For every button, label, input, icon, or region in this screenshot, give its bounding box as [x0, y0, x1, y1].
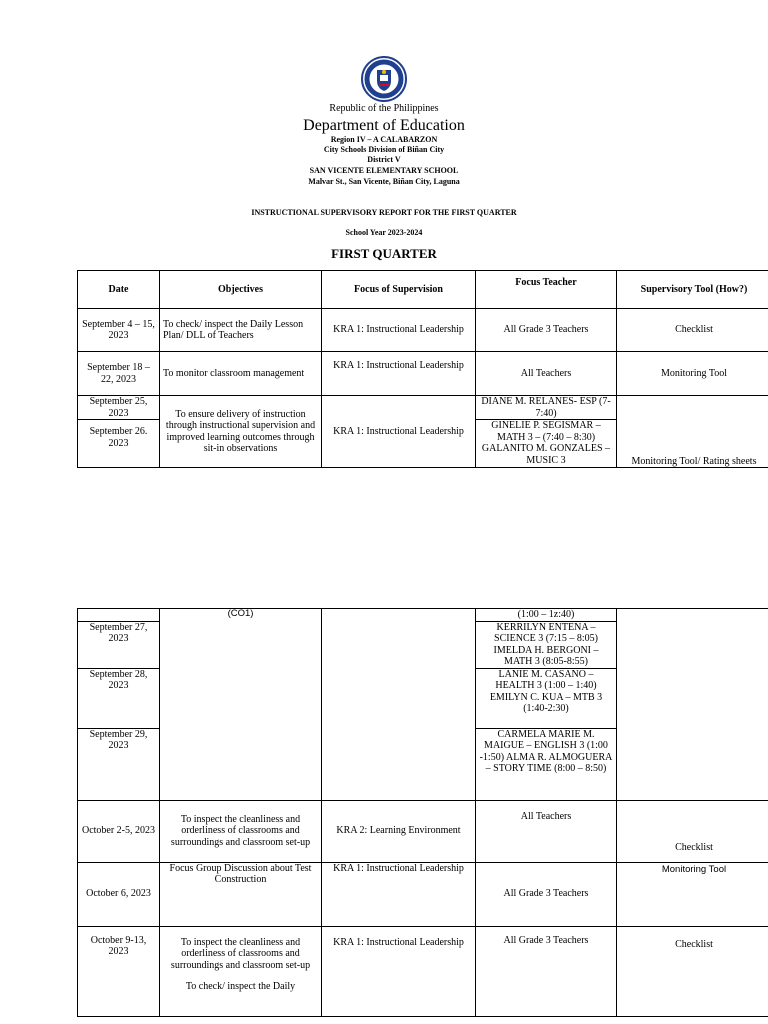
row-teacher: KERRILYN ENTENA – SCIENCE 3 (7:15 – 8:05) IMELDA H. BERGONI – MATH 3 (8:05-8:55): [476, 621, 617, 668]
row-focus: [322, 609, 476, 801]
row-teacher: All Grade 3 Teachers: [476, 309, 617, 352]
row-tool: [617, 609, 768, 801]
row-date: October 2-5, 2023: [78, 800, 160, 862]
school-address: Malvar St., San Vicente, Biñan City, Laguna: [308, 177, 460, 186]
row-date: September 18 – 22, 2023: [78, 352, 160, 396]
objective-line-b: To check/ inspect the Daily: [185, 981, 296, 992]
supervision-table-page1: [77, 270, 768, 468]
row-tool: Checklist: [617, 800, 768, 862]
region-line: Region IV – A CALABARZON: [330, 135, 438, 144]
header-tool: Supervisory Tool (How?): [617, 271, 768, 309]
row-focus: KRA 1: Instructional Leadership: [322, 396, 476, 468]
deped-seal: [361, 56, 407, 102]
row-date: [78, 609, 160, 622]
row-tool: Monitoring Tool/ Rating sheets: [617, 396, 768, 468]
row-date: September 29, 2023: [78, 728, 160, 800]
table-row: [78, 352, 768, 396]
row-date: September 25, 2023: [78, 396, 160, 420]
seal-book: [380, 75, 388, 81]
objective-line-a: To inspect the cleanliness and orderliness of classrooms and surroundings and classroom set-up: [170, 936, 311, 971]
supervision-table-page2: [77, 608, 768, 1017]
row-date: September 28, 2023: [78, 668, 160, 728]
row-objective: Focus Group Discussion about Test Construction: [160, 862, 322, 926]
row-teacher: All Grade 3 Teachers: [476, 862, 617, 926]
seal-sun: [382, 70, 386, 74]
republic-line: Republic of the Philippines: [329, 103, 439, 114]
row-teacher: All Teachers: [476, 352, 617, 396]
department-title: Department of Education: [303, 117, 465, 134]
quarter-title: FIRST QUARTER: [331, 246, 437, 261]
row-teacher: LANIE M. CASANO – HEALTH 3 (1:00 – 1:40) EMILYN C. KUA – MTB 3 (1:40-2:30): [476, 668, 617, 728]
row-teacher: All Grade 3 Teachers: [476, 926, 617, 1016]
row-tool: Checklist: [617, 926, 768, 1016]
row-focus: KRA 2: Learning Environment: [322, 800, 476, 862]
row-teacher: GINELIE P. SEGISMAR – MATH 3 – (7:40 – 8:30) GALANITO M. GONZALES – MUSIC 3: [476, 420, 617, 468]
table-row: [78, 926, 768, 1016]
table-row: [78, 396, 768, 420]
row-objective: [160, 926, 322, 1016]
row-teacher: CARMELA MARIE M. MAIGUE – ENGLISH 3 (1:00 -1:50) ALMA R. ALMOGUERA – STORY TIME (8:00 – 8:50): [476, 728, 617, 800]
header-objectives: Objectives: [160, 271, 322, 309]
row-focus: KRA 1: Instructional Leadership: [322, 309, 476, 352]
row-focus: KRA 1: Instructional Leadership: [322, 926, 476, 1016]
row-focus: KRA 1: Instructional Leadership: [322, 352, 476, 396]
table-row: [78, 800, 768, 862]
header-teacher: Focus Teacher: [476, 271, 617, 309]
table-row: [78, 609, 768, 622]
row-date: September 26. 2023: [78, 420, 160, 468]
row-date: October 9-13, 2023: [78, 926, 160, 1016]
row-objective: To ensure delivery of instruction through instructional supervision and improved learning outcomes through sit-in observations: [160, 396, 322, 468]
row-teacher: (1:00 – 1z:40): [476, 609, 617, 622]
row-tool: Monitoring Tool: [617, 862, 768, 926]
row-objective: To check/ inspect the Daily Lesson Plan/ DLL of Teachers: [160, 309, 322, 352]
row-date: September 27, 2023: [78, 621, 160, 668]
table-row: [78, 309, 768, 352]
division-line: City Schools Division of Biñan City: [323, 145, 445, 154]
report-title: INSTRUCTIONAL SUPERVISORY REPORT FOR THE FIRST QUARTER: [251, 208, 517, 217]
row-teacher: DIANE M. RELANES- ESP (7-7:40): [476, 396, 617, 420]
row-objective: To inspect the cleanliness and orderliness of classrooms and surroundings and classroom set-up: [160, 800, 322, 862]
row-objective: To monitor classroom management: [160, 352, 322, 396]
seal-stripe: [379, 84, 389, 86]
header-focus: Focus of Supervision: [322, 271, 476, 309]
row-tool: Checklist: [617, 309, 768, 352]
row-date: September 4 – 15, 2023: [78, 309, 160, 352]
row-objective: (CO1): [160, 609, 322, 801]
school-year: School Year 2023-2024: [345, 228, 423, 237]
row-teacher: All Teachers: [476, 800, 617, 862]
row-focus: KRA 1: Instructional Leadership: [322, 862, 476, 926]
header-date: Date: [78, 271, 160, 309]
table-row: [78, 862, 768, 926]
row-date: October 6, 2023: [78, 862, 160, 926]
table-header-row: [78, 271, 768, 309]
district-line: District V: [367, 155, 401, 164]
row-tool: Monitoring Tool: [617, 352, 768, 396]
school-name: SAN VICENTE ELEMENTARY SCHOOL: [309, 166, 459, 175]
